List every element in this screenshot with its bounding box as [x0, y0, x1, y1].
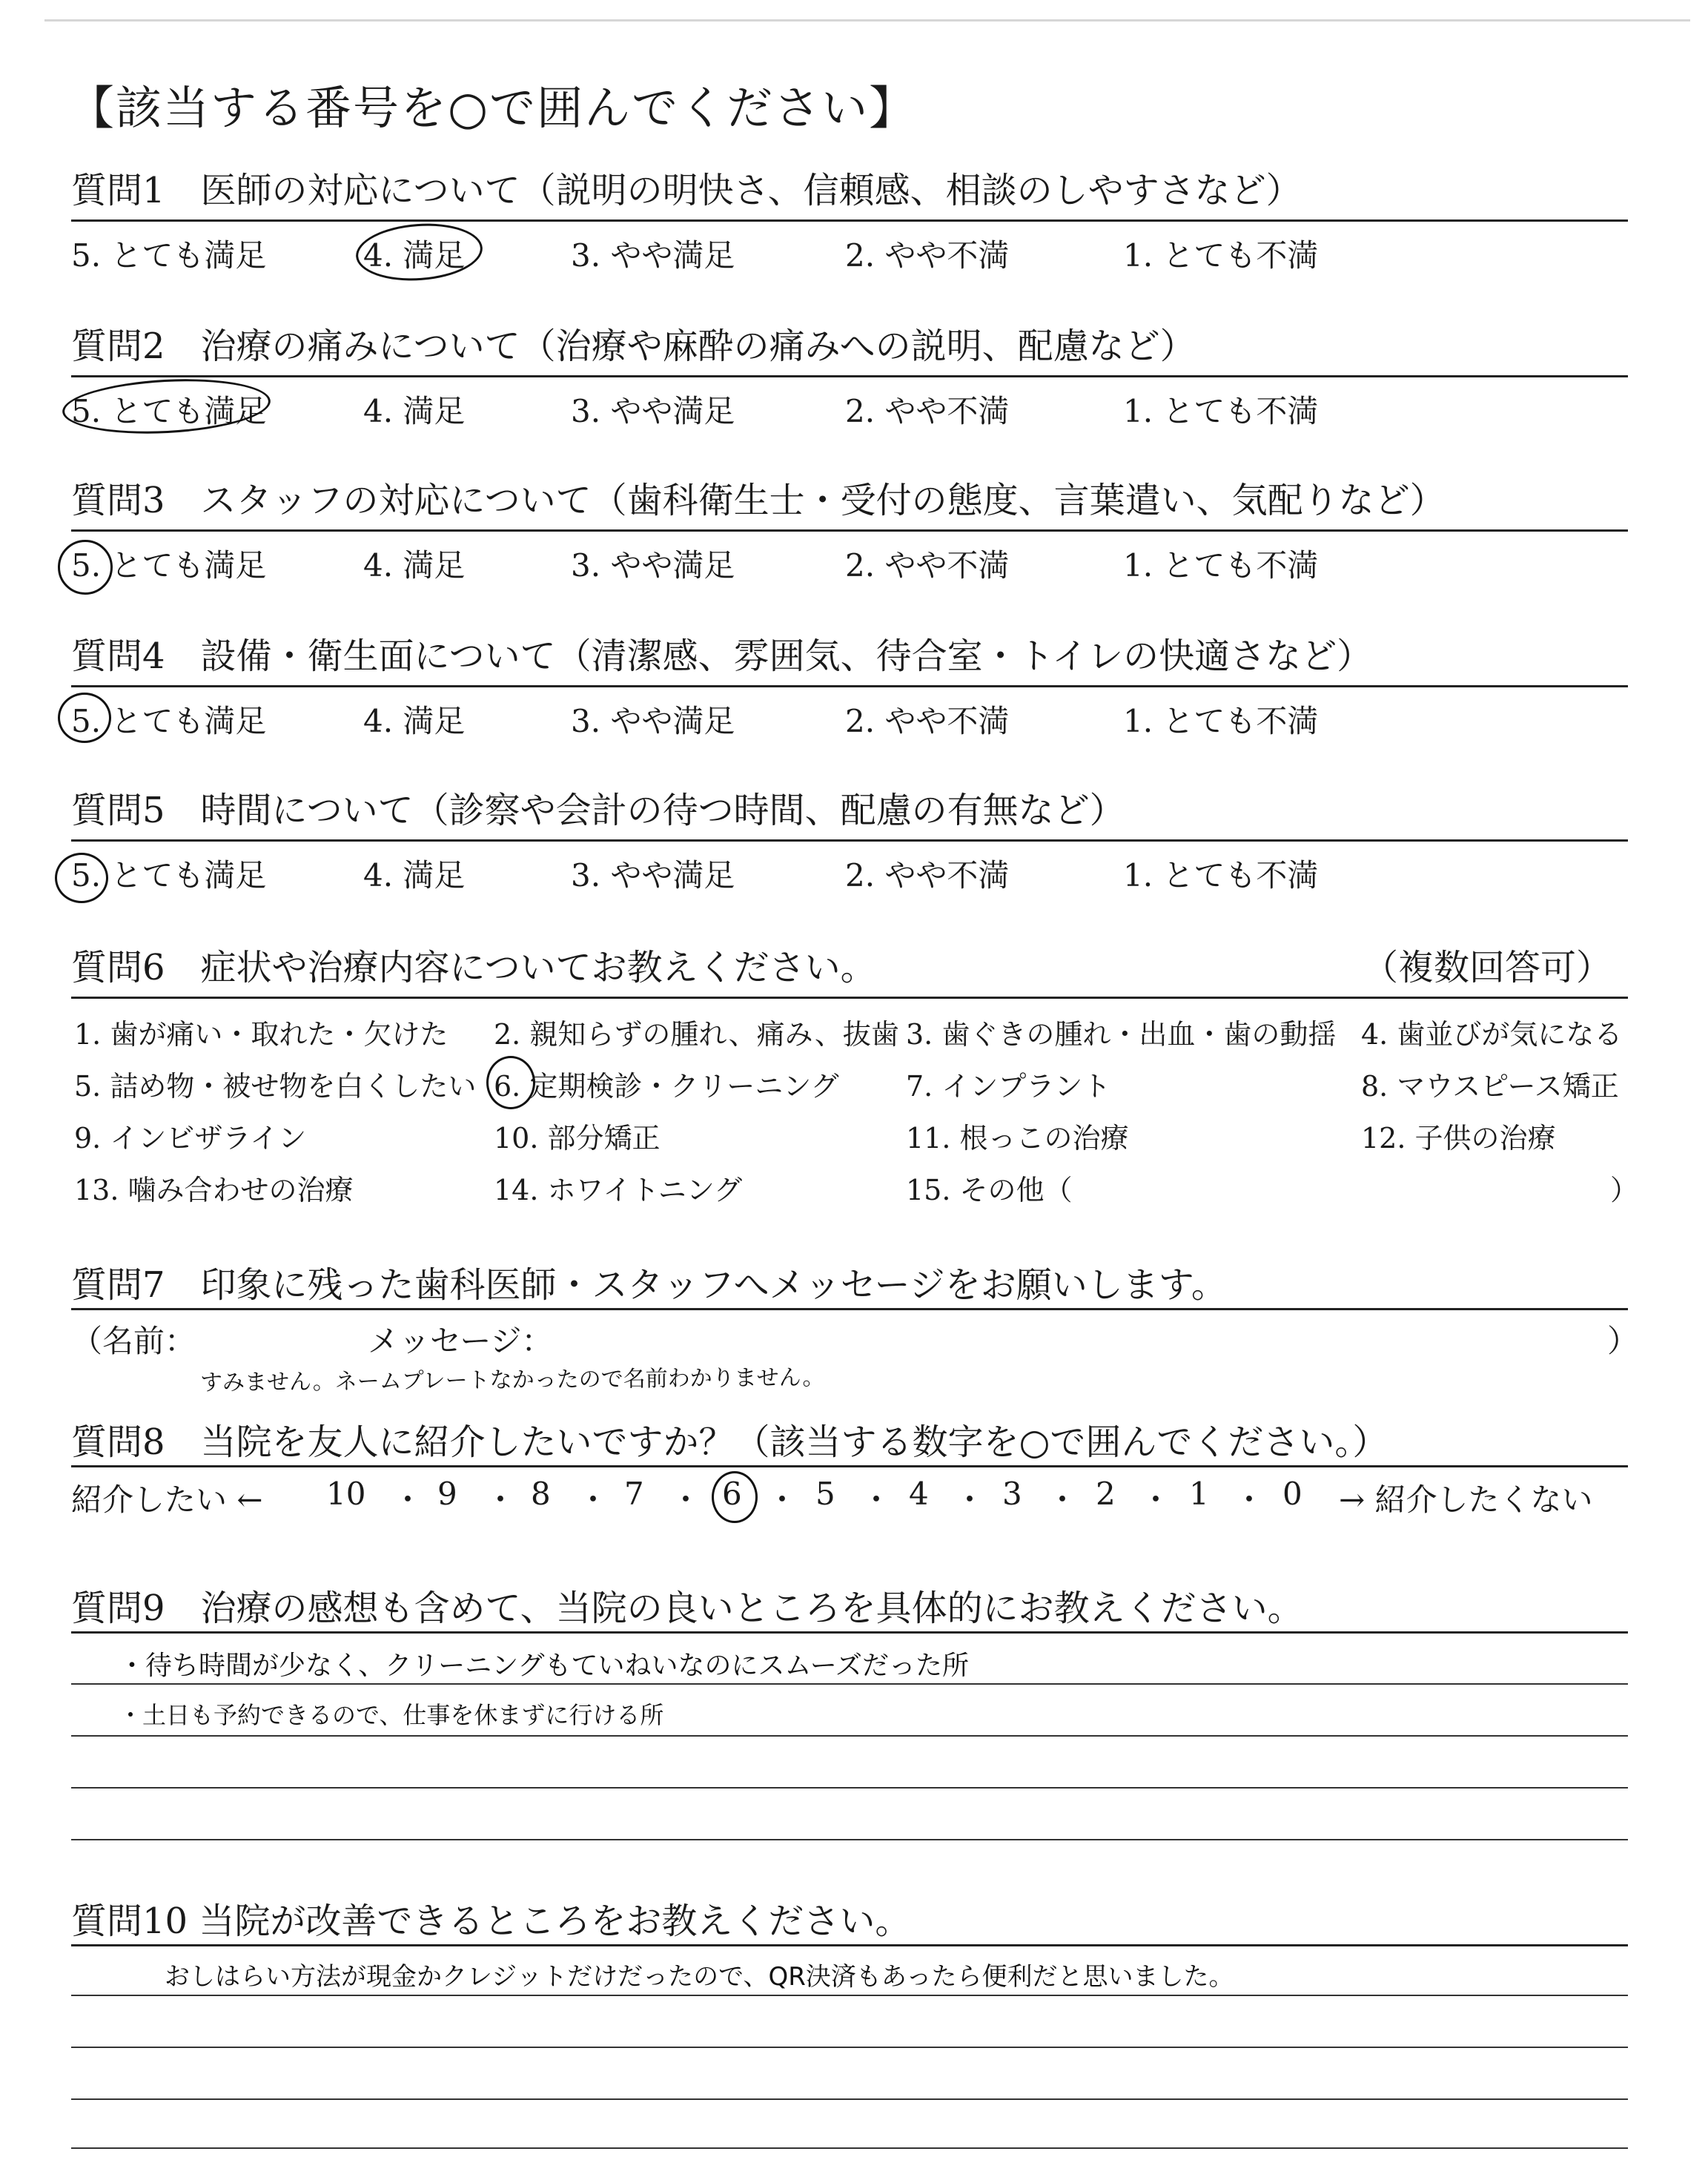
q8-number-0[interactable]: 0 [1282, 1476, 1302, 1512]
q8-number-1[interactable]: 1 [1189, 1476, 1209, 1512]
question-5-rule [71, 839, 1628, 842]
question-2-rule [71, 375, 1628, 377]
q8-left-label: 紹介したい ← [71, 1482, 263, 1518]
q8-right-label: → 紹介したくない [1339, 1482, 1593, 1518]
q8-number-3[interactable]: 3 [1002, 1476, 1022, 1512]
q5-option-2[interactable]: 2. やや不満 [845, 857, 1010, 894]
q3-selection-circle [58, 540, 113, 595]
q8-number-10[interactable]: 10 [326, 1476, 366, 1512]
q10-writing-line [71, 2098, 1628, 2100]
question-6-rule [71, 997, 1628, 999]
q9-answer-line-2: ・土日も予約できるので、仕事を休まずに行ける所 [119, 1701, 664, 1729]
q10-writing-line [71, 1995, 1628, 1996]
q5-option-5[interactable]: 5. とても満足 [71, 857, 267, 894]
q4-option-4[interactable]: 4. 満足 [363, 703, 466, 739]
q6-option-15-close: ） [1610, 1174, 1639, 1206]
q9-answer-line-1: ・待ち時間が少なく、クリーニングもていねいなのにスムーズだった所 [119, 1651, 969, 1681]
q8-dot: ・ [1234, 1482, 1265, 1518]
q7-handwritten-answer: すみません。ネームプレートなかったので名前わかりません。 [199, 1364, 825, 1396]
page-title: 【該当する番号を○で囲んでください】 [68, 81, 917, 135]
q10-handwritten-answer: おしはらい方法が現金かクレジットだけだったので、QR決済もあったら便利だと思いました。 [165, 1962, 1234, 1992]
q6-option-8[interactable]: 8. マウスピース矯正 [1361, 1070, 1619, 1103]
question-10-label: 質問10 当院が改善できるところをお教えください。 [71, 1900, 911, 1942]
q3-option-2[interactable]: 2. やや不満 [845, 547, 1010, 584]
q6-option-15[interactable]: 15. その他（ [906, 1174, 1073, 1206]
q4-option-5[interactable]: 5. とても満足 [71, 703, 267, 739]
question-9-rule [71, 1631, 1628, 1634]
q6-option-9[interactable]: 9. インビザライン [74, 1122, 307, 1155]
q8-number-5[interactable]: 5 [815, 1476, 835, 1512]
q1-option-5[interactable]: 5. とても満足 [71, 237, 267, 274]
question-9-label: 質問9 治療の感想も含めて、当院の良いところを具体的にお教えください。 [71, 1588, 1303, 1629]
q4-option-1[interactable]: 1. とても不満 [1123, 703, 1319, 739]
question-8-label: 質問8 当院を友人に紹介したいですか？（該当する数字を○で囲んでください。） [71, 1421, 1388, 1463]
question-3-rule [71, 529, 1628, 532]
q6-option-2[interactable]: 2. 親知らずの腫れ、痛み、抜歯 [494, 1018, 899, 1051]
q9-writing-line [71, 1735, 1628, 1737]
question-6-note: （複数回答可） [1363, 947, 1612, 988]
q7-name-label: （名前： [71, 1323, 196, 1359]
question-1-label: 質問1 医師の対応について（説明の明快さ、信頼感、相談のしやすさなど） [71, 170, 1302, 211]
question-3-label: 質問3 スタッフの対応について（歯科衛生士・受付の態度、言葉遣い、気配りなど） [71, 480, 1446, 521]
q10-writing-line [71, 2047, 1628, 2048]
q8-selection-circle [712, 1471, 758, 1523]
question-5-label: 質問5 時間について（診察や会計の待つ時間、配慮の有無など） [71, 790, 1125, 831]
q9-writing-line [71, 1839, 1628, 1840]
question-6-label: 質問6 症状や治療内容についてお教えください。 [71, 947, 876, 988]
q2-option-2[interactable]: 2. やや不満 [845, 393, 1010, 429]
question-7-rule [71, 1308, 1628, 1310]
question-7-label: 質問7 印象に残った歯科医師・スタッフへメッセージをお願いします。 [71, 1264, 1227, 1306]
top-border [44, 19, 1690, 22]
question-4-rule [71, 685, 1628, 687]
q9-writing-line [71, 1683, 1628, 1685]
q2-option-3[interactable]: 3. やや満足 [571, 393, 735, 429]
q8-dot: ・ [577, 1482, 609, 1518]
q1-option-2[interactable]: 2. やや不満 [845, 237, 1010, 274]
q6-option-5[interactable]: 5. 詰め物・被せ物を白くしたい [74, 1070, 477, 1103]
q4-option-3[interactable]: 3. やや満足 [571, 703, 735, 739]
q8-number-6[interactable]: 6 [722, 1476, 742, 1512]
q7-close-paren: ） [1607, 1323, 1639, 1359]
q6-option-6[interactable]: 6. 定期検診・クリーニング [494, 1070, 839, 1103]
q8-number-2[interactable]: 2 [1096, 1476, 1116, 1512]
q1-option-4[interactable]: 4. 満足 [363, 237, 466, 274]
q8-dot: ・ [861, 1482, 893, 1518]
q8-dot: ・ [485, 1482, 517, 1518]
q3-option-5[interactable]: 5. とても満足 [71, 547, 267, 584]
q2-option-1[interactable]: 1. とても不満 [1123, 393, 1319, 429]
q8-dot: ・ [954, 1482, 986, 1518]
question-8-rule [71, 1465, 1628, 1467]
q3-option-3[interactable]: 3. やや満足 [571, 547, 735, 584]
q9-writing-line [71, 1787, 1628, 1789]
q4-option-2[interactable]: 2. やや不満 [845, 703, 1010, 739]
q2-option-4[interactable]: 4. 満足 [363, 393, 466, 429]
q1-option-3[interactable]: 3. やや満足 [571, 237, 735, 274]
question-10-rule [71, 1944, 1628, 1946]
q3-option-4[interactable]: 4. 満足 [363, 547, 466, 584]
q5-option-1[interactable]: 1. とても不満 [1123, 857, 1319, 894]
q8-dot: ・ [1047, 1482, 1079, 1518]
q8-number-4[interactable]: 4 [909, 1476, 929, 1512]
q6-option-11[interactable]: 11. 根っこの治療 [906, 1122, 1129, 1155]
q6-selection-circle [486, 1056, 535, 1109]
q8-dot: ・ [670, 1482, 702, 1518]
q2-option-5[interactable]: 5. とても満足 [71, 393, 267, 429]
question-2-label: 質問2 治療の痛みについて（治療や麻酔の痛みへの説明、配慮など） [71, 326, 1196, 367]
q8-dot: ・ [767, 1482, 798, 1518]
q8-dot: ・ [392, 1482, 424, 1518]
q3-option-1[interactable]: 1. とても不満 [1123, 547, 1319, 584]
q6-option-7[interactable]: 7. インプラント [906, 1070, 1111, 1103]
q5-option-4[interactable]: 4. 満足 [363, 857, 466, 894]
q6-option-14[interactable]: 14. ホワイトニング [494, 1174, 743, 1206]
q1-option-1[interactable]: 1. とても不満 [1123, 237, 1319, 274]
q8-number-9[interactable]: 9 [437, 1476, 457, 1512]
q6-option-13[interactable]: 13. 噛み合わせの治療 [74, 1174, 354, 1206]
q5-selection-circle [55, 853, 108, 903]
q10-writing-line [71, 2147, 1628, 2149]
q8-number-7[interactable]: 7 [624, 1476, 644, 1512]
q8-dot: ・ [1140, 1482, 1172, 1518]
question-4-label: 質問4 設備・衛生面について（清潔感、雰囲気、待合室・トイレの快適さなど） [71, 635, 1373, 677]
q6-option-10[interactable]: 10. 部分矯正 [494, 1122, 661, 1155]
q6-option-4[interactable]: 4. 歯並びが気になる [1361, 1018, 1623, 1051]
q6-option-12[interactable]: 12. 子供の治療 [1361, 1122, 1556, 1155]
q6-option-3[interactable]: 3. 歯ぐきの腫れ・出血・歯の動揺 [906, 1018, 1337, 1051]
q6-option-1[interactable]: 1. 歯が痛い・取れた・欠けた [74, 1018, 448, 1051]
q8-number-8[interactable]: 8 [531, 1476, 551, 1512]
question-1-rule [71, 219, 1628, 222]
q5-option-3[interactable]: 3. やや満足 [571, 857, 735, 894]
q7-message-label: メッセージ： [368, 1323, 553, 1359]
q4-selection-circle [58, 693, 111, 743]
